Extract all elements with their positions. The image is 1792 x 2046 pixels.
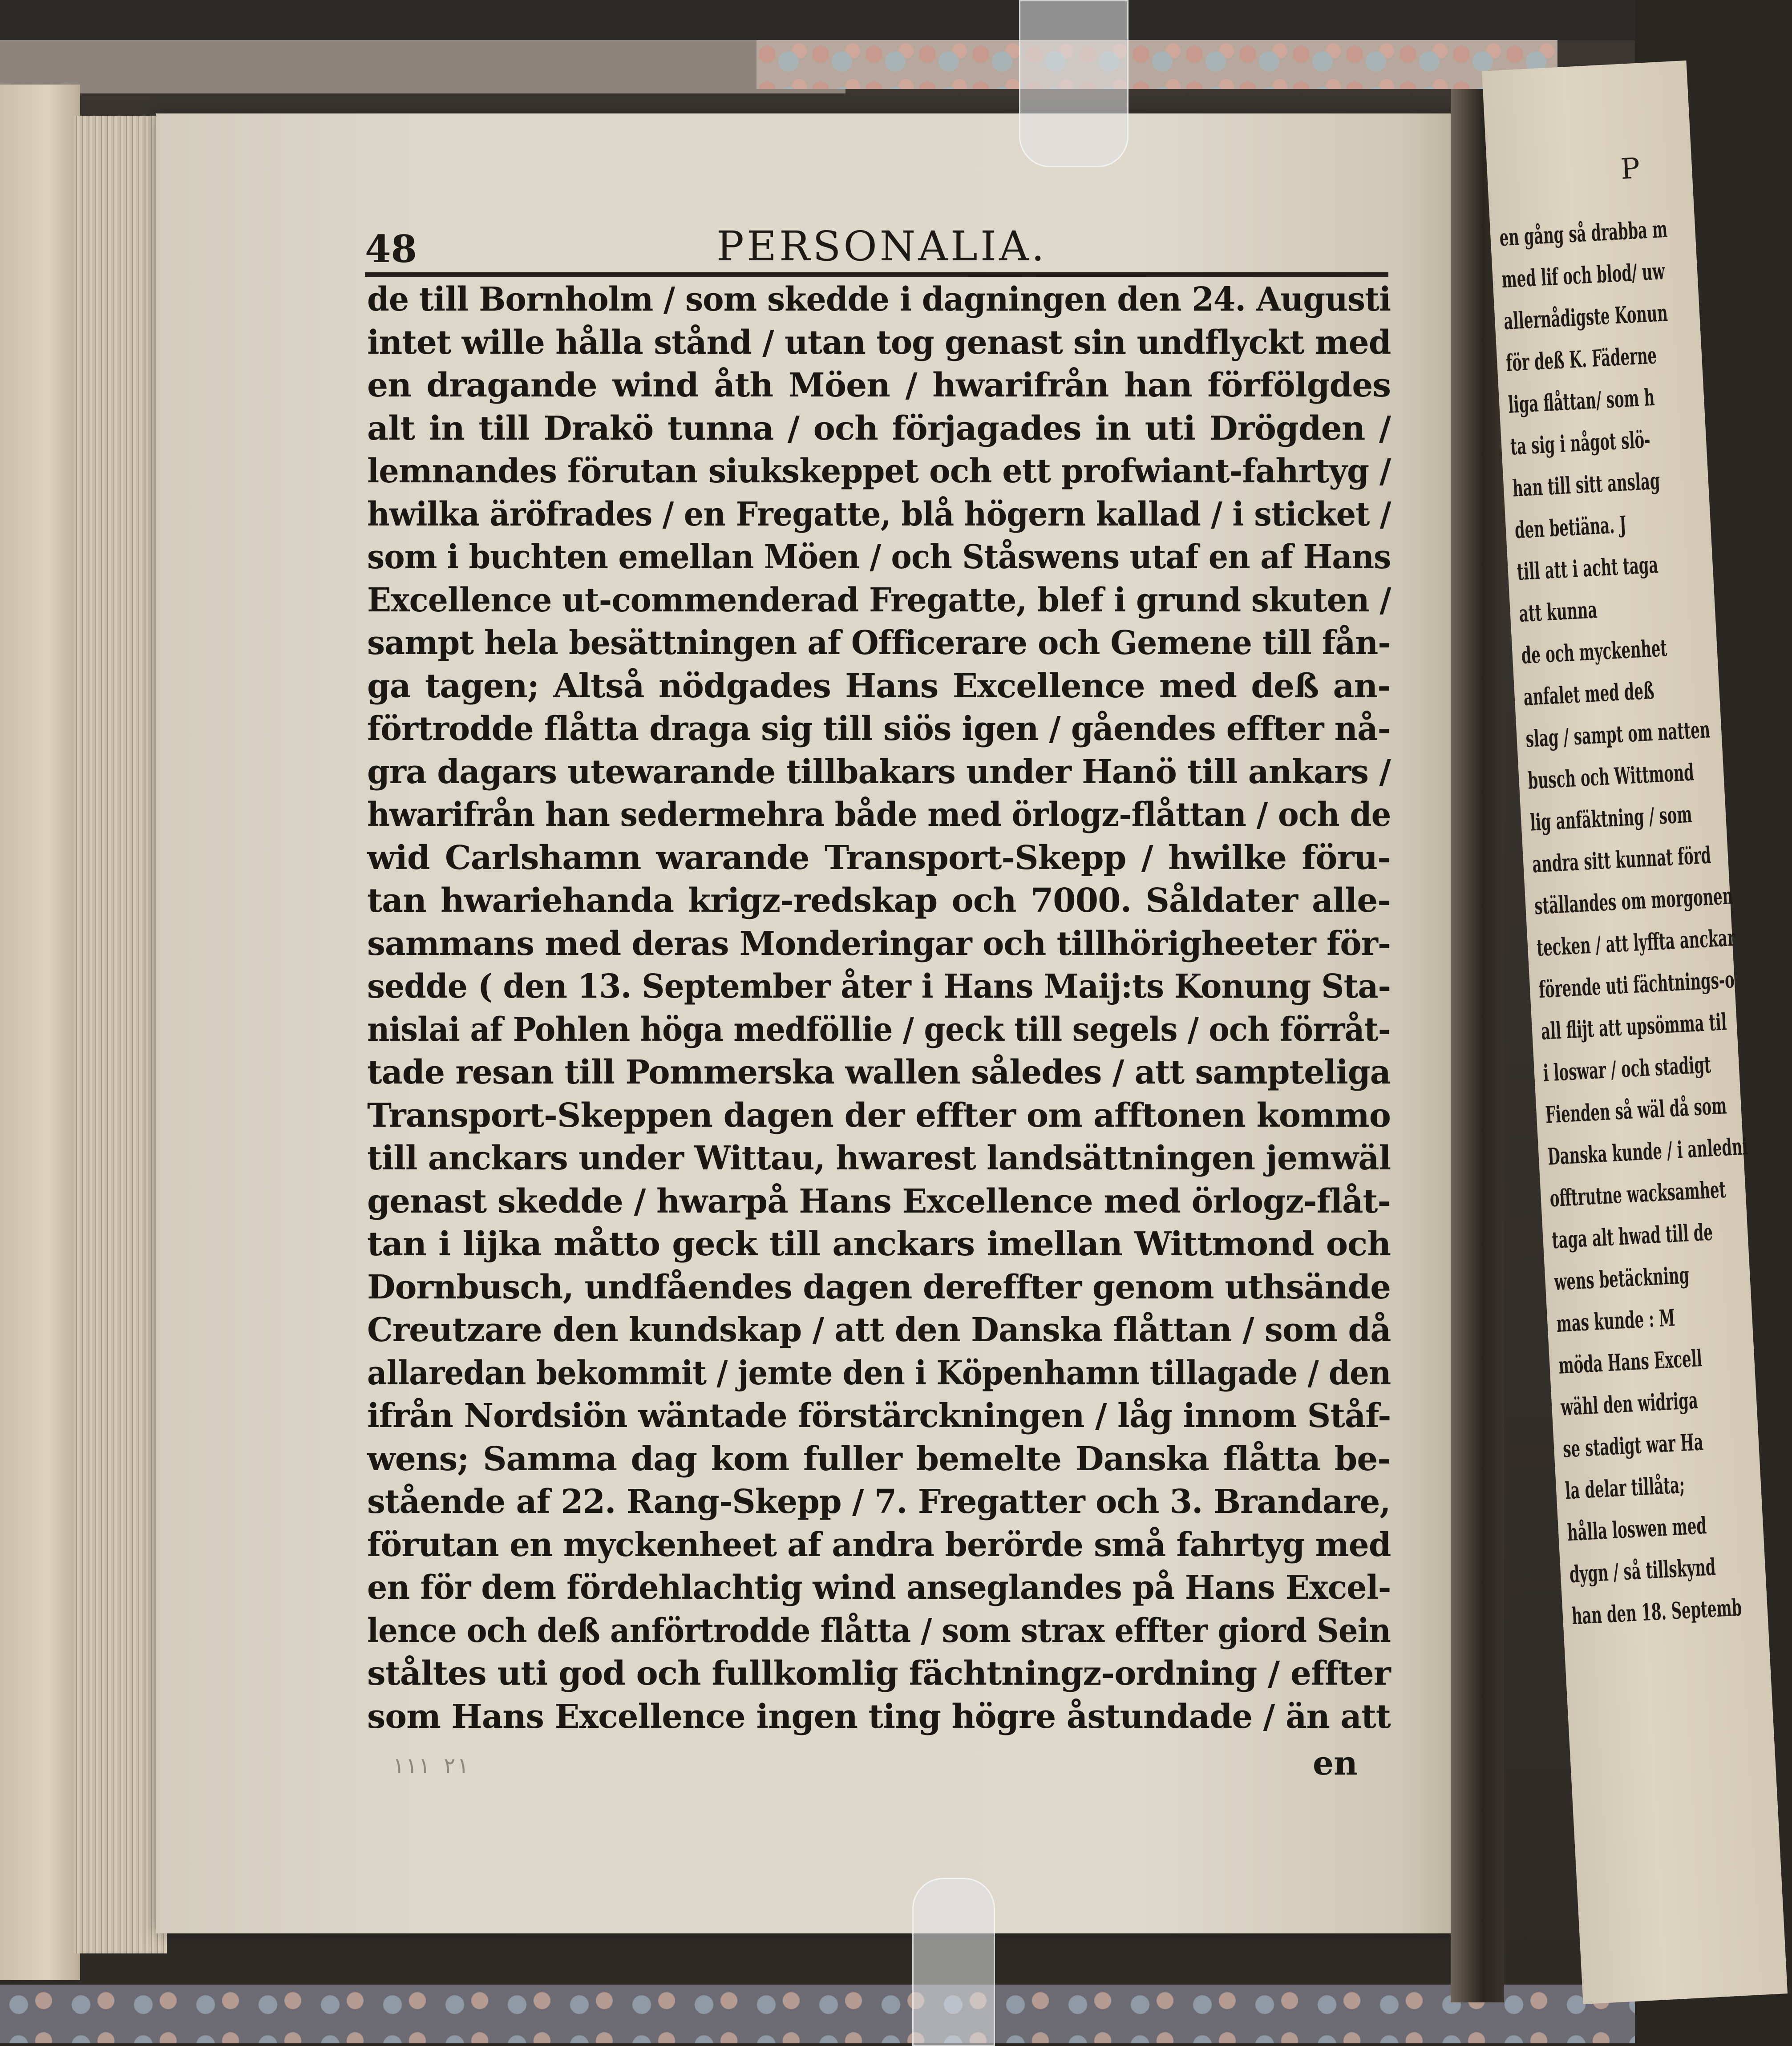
- facing-text-line: taga alt hwad till de: [1551, 1218, 1714, 1254]
- facing-text-line: Fienden så wäl då som: [1545, 1092, 1727, 1129]
- text-line: Transport-Skeppen dagen der effter om afftonen kommo: [367, 1096, 1391, 1135]
- facing-text-line: en gång så drabba m: [1499, 215, 1668, 252]
- text-line: Dornbusch, undfåendes dagen dereffter genom uthsände: [367, 1268, 1391, 1306]
- facing-text-line: med lif och blod/ uw: [1501, 258, 1666, 294]
- text-line: ga tagen; Altså nödgades Hans Excellence med deß an-: [367, 667, 1391, 705]
- facing-text-line: la delar tillåta;: [1564, 1471, 1686, 1505]
- text-line: hwarifrån han sedermehra både med örlogz-flåttan / och de: [367, 796, 1391, 834]
- facing-text-line: mas kunde : M: [1555, 1304, 1676, 1338]
- text-line: hwilka äröfrades / en Fregatte, blå högern kallad / i sticket /: [367, 495, 1391, 534]
- text-line: förutan en myckenheet af andra berörde små fahrtyg med: [367, 1525, 1391, 1564]
- text-line: intet wille hålla stånd / utan tog genast sin undflyckt med: [367, 323, 1391, 362]
- facing-text-line: den betiäna. J: [1514, 511, 1627, 544]
- facing-running-head: P: [1620, 152, 1641, 186]
- facing-text-line: ställandes om morgonen: [1533, 882, 1734, 920]
- cover-edge: [0, 40, 845, 93]
- facing-text-line: busch och Wittmond: [1527, 759, 1695, 795]
- facing-text-line: att kunna: [1518, 596, 1598, 628]
- text-line: sedde ( den 13. September åter i Hans Maij:ts Konung Sta-: [367, 967, 1391, 1006]
- text-line: som i buchten emellan Möen / och Ståswens utaf en af Hans: [367, 538, 1391, 576]
- text-line: alt in till Drakö tunna / och förjagades in uti Drögden /: [367, 409, 1391, 448]
- text-line: ståltes uti god och fullkomlig fächtningz-ordning / effter: [367, 1654, 1391, 1693]
- text-line: wid Carlshamn warande Transport-Skepp / hwilke föru-: [367, 838, 1391, 877]
- facing-text-line: ta sig i något slö-: [1509, 426, 1651, 461]
- text-line: nislai af Pohlen höga medföllie / geck till segels / och förråt-: [367, 1010, 1391, 1049]
- page-clip-top: [1019, 0, 1129, 167]
- facing-text-line: anfalet med deß: [1523, 677, 1655, 711]
- body-text: [367, 278, 1391, 1738]
- page-number: 48: [365, 227, 417, 271]
- facing-text-line: wähl den widriga: [1560, 1387, 1699, 1421]
- facing-text-line: till att i acht taga: [1516, 551, 1659, 586]
- running-head: PERSONALIA.: [716, 222, 1047, 270]
- facing-text-line: möda Hans Excell: [1557, 1345, 1703, 1379]
- facing-text-line: för deß K. Fäderne: [1505, 342, 1658, 377]
- text-line: gra dagars utewarande tillbakars under Hanö till ankars /: [367, 752, 1391, 791]
- text-line: förtrodde flåtta draga sig till siös igen / gåendes effter nå-: [367, 710, 1391, 748]
- text-line: till anckars under Wittau, hwarest landsättningen jemwäl: [367, 1139, 1391, 1177]
- facing-text-line: de och myckenhet: [1521, 635, 1668, 670]
- text-line: en dragande wind åth Möen / hwarifrån han förfölgdes: [367, 366, 1391, 404]
- page-header: [365, 222, 1397, 271]
- book-gutter: [1451, 89, 1504, 2002]
- marbled-endpaper-bottom: [0, 1985, 1635, 2043]
- facing-text-line: förende uti fächtnings-o: [1538, 966, 1735, 1004]
- page-stack: [73, 116, 167, 1953]
- text-line: sammans med deras Monderingar och tillhörigheeter för-: [367, 924, 1391, 963]
- text-line: lemnandes förutan siukskeppet och ett profwiant-fahrtyg /: [367, 452, 1391, 490]
- facing-text-line: se stadigt war Ha: [1562, 1428, 1704, 1463]
- facing-text-line: han den 18. Septemb: [1571, 1594, 1743, 1630]
- facing-text-line: andra sitt kunnat förd: [1531, 841, 1712, 878]
- text-line: sampt hela besättningen af Officerare och Gemene till fån-: [367, 624, 1391, 662]
- facing-text-line: all flijt att upsömma til: [1540, 1008, 1727, 1045]
- facing-text-line: slag / sampt om natten: [1525, 716, 1711, 753]
- left-page-edge: [0, 85, 80, 1980]
- header-rule: [365, 272, 1388, 277]
- text-line: tade resan till Pommerska wallen således / att sampteliga: [367, 1053, 1391, 1092]
- facing-text-line: offtrutne wacksamhet: [1549, 1176, 1727, 1213]
- text-line: Excellence ut-commenderad Fregatte, blef i grund skuten /: [367, 581, 1391, 619]
- facing-text-line: Danska kunde / i anledni: [1547, 1133, 1749, 1171]
- facing-text-line: hålla loswen med: [1566, 1512, 1707, 1547]
- facing-text-line: wens betäckning: [1553, 1262, 1690, 1296]
- text-line: lence och deß anförtrodde flåtta / som strax effter giord Sein: [367, 1611, 1391, 1650]
- text-line: stående af 22. Rang-Skepp / 7. Fregatter och 3. Brandare,: [367, 1483, 1391, 1521]
- catchword: en: [1313, 1744, 1358, 1783]
- text-line: tan i lijka måtto geck till anckars imellan Wittmond och: [367, 1225, 1391, 1263]
- facing-text-line: allernådigste Konun: [1503, 299, 1669, 336]
- facing-text-line: dygn / så tillskynd: [1569, 1553, 1716, 1589]
- text-line: wens; Samma dag kom fuller bemelte Danska flåtta be-: [367, 1439, 1391, 1478]
- facing-text-line: tecken / att lyffta anckar: [1536, 924, 1736, 962]
- facing-text-line: lig anfäktning / som: [1529, 801, 1693, 837]
- marbled-endpaper-top: [756, 40, 1557, 89]
- text-line: genast skedde / hwarpå Hans Excellence med örlogz-flåt-: [367, 1182, 1391, 1221]
- text-line: de till Bornholm / som skedde i dagningen den 24. Augusti: [367, 280, 1391, 319]
- text-line: tan hwariehanda krigz-redskap och 7000. Såldater alle-: [367, 881, 1391, 920]
- facing-text-line: i loswar / och stadigt: [1542, 1051, 1712, 1087]
- pencil-mark: ۱۱۱ ۲۱: [392, 1753, 469, 1778]
- facing-text-line: liga flåttan/ som h: [1507, 384, 1655, 419]
- text-line: en för dem fördehlachtig wind anseglandes på Hans Excel-: [367, 1569, 1391, 1607]
- facing-text-line: han till sitt anslag: [1512, 467, 1661, 502]
- text-line: Creutzare den kundskap / att den Danska flåttan / som då: [367, 1311, 1391, 1349]
- text-line: allaredan bekommit / jemte den i Köpenhamn tillagade / den: [367, 1354, 1391, 1392]
- text-line: ifrån Nordsiön wäntade förstärckningen / låg innom Ståf-: [367, 1397, 1391, 1435]
- page-clip-bottom: [912, 1878, 995, 2046]
- text-line: som Hans Excellence ingen ting högre åstundade / än att: [367, 1697, 1391, 1736]
